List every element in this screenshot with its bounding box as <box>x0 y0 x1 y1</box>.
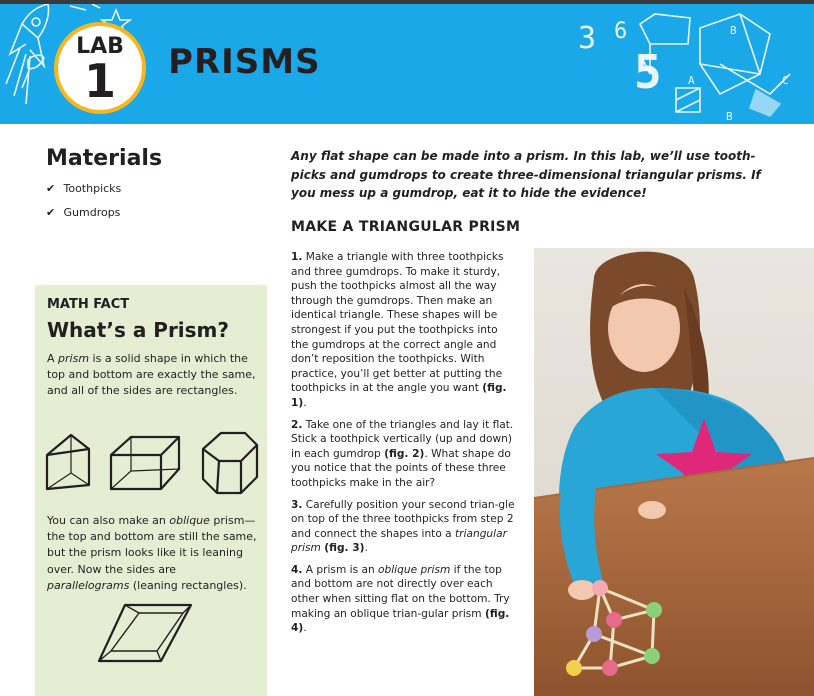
rectangular-prism-drawing <box>111 437 179 489</box>
step-3 <box>291 498 517 556</box>
step-1 <box>291 250 517 411</box>
text-run: is a solid shape in which the top and bottom are exactly the same, and all of the sides are rectangles. <box>47 352 256 398</box>
step-4 <box>291 563 517 636</box>
geometry-doodles <box>640 14 790 116</box>
step-text: Carefully position your second trian-gle on top of the three toothpicks from step 2 and connect the shapes into a <box>291 498 515 540</box>
text-run: You can also make an <box>47 514 170 527</box>
text-run: A <box>47 352 59 365</box>
list-item <box>46 204 121 228</box>
math-fact-title: What’s a Prism? <box>47 318 230 342</box>
triangular-prism-drawing <box>47 435 89 489</box>
term-oblique-prism: oblique prism <box>378 563 451 576</box>
deco-letter-b2: B <box>726 110 733 123</box>
step-text: . <box>303 622 307 635</box>
math-fact-sidebar <box>35 285 267 696</box>
step-number: 3. <box>291 498 303 511</box>
deco-number-3: 3 <box>578 21 597 56</box>
deco-number-6: 6 <box>614 19 628 44</box>
step-text: . <box>364 542 368 555</box>
materials-list <box>46 180 121 228</box>
section-heading: MAKE A TRIANGULAR PRISM <box>291 219 521 235</box>
fig-ref: (fig. 3) <box>324 542 365 555</box>
material-label: Gumdrops <box>63 206 121 219</box>
math-fact-label: MATH FACT <box>47 297 130 312</box>
check-icon: ✔ <box>46 182 56 195</box>
step-number: 2. <box>291 418 303 431</box>
fig-ref: (fig. 4) <box>291 607 510 635</box>
page-title: PRISMS <box>168 42 321 82</box>
lab-label: LAB <box>76 34 124 59</box>
rocket-icon <box>6 4 49 104</box>
deco-letter-a: A <box>688 74 695 87</box>
prism-definition <box>47 351 259 400</box>
steps-list <box>291 250 517 643</box>
list-item <box>46 180 121 204</box>
lab-badge <box>54 22 146 114</box>
step-number: 4. <box>291 563 303 576</box>
term-prism: prism <box>58 352 90 365</box>
text-run: prism—the top and bottom are still the same, but the prism looks like it is leaning over. Now the sides are <box>47 514 257 576</box>
step-2 <box>291 418 517 491</box>
material-label: Toothpicks <box>63 182 122 195</box>
deco-number-5: 5 <box>634 45 662 99</box>
term-parallelograms: parallelograms <box>47 578 130 592</box>
term-triangular-prism: triangular prism <box>291 527 507 555</box>
step-number: 1. <box>291 251 303 263</box>
materials-heading: Materials <box>46 146 163 171</box>
small-rocket-icon <box>22 55 44 88</box>
fig-ref: (fig. 1) <box>291 382 507 409</box>
deco-letter-b1: B <box>730 24 737 37</box>
step-text: A prism is an <box>305 563 379 576</box>
step-text: . What shape do you notice that the points of these three toothpicks make in the air? <box>291 447 511 489</box>
deco-letter-c: C <box>782 74 789 87</box>
photo-girl-building-prism <box>534 248 814 696</box>
term-oblique: oblique <box>169 514 210 527</box>
header-banner <box>0 4 814 124</box>
prism-drawings <box>43 425 263 497</box>
step-text: . <box>303 396 307 409</box>
hexagonal-prism-drawing <box>203 433 257 493</box>
oblique-prism-drawing <box>95 599 205 671</box>
text-run: (leaning rectangles). <box>129 578 247 592</box>
intro-paragraph: Any flat shape can be made into a prism. In this lab, we’ll use tooth-picks and gumdrops to create three-dimensional triangular prisms. If you mess up a gumdrop, eat it to hide the evidence! <box>291 149 761 200</box>
lab-number: 1 <box>83 54 116 108</box>
oblique-prism-text <box>47 513 259 594</box>
step-text: Take one of the triangles and lay it flat. Stick a toothpick vertically (up and down) in each gumdrop <box>291 418 514 460</box>
check-icon: ✔ <box>46 206 56 219</box>
fig-ref: (fig. 2) <box>384 447 425 460</box>
step-text: if the top and bottom are not directly over each other when sitting flat on the bottom. Try making an oblique trian-gular prism <box>291 563 510 620</box>
step-text: Make a triangle with three toothpicks and three gumdrops. To make it sturdy, push the toothpicks almost all the way through the gumdrops. Then make an identical triangle. These shapes will be strongest if you put the toothpicks into the gumdrops at the correct angle and don’t reposition the toothpicks. With practice, you’ll get better at putting the toothpicks in at the angle you want <box>291 251 504 395</box>
